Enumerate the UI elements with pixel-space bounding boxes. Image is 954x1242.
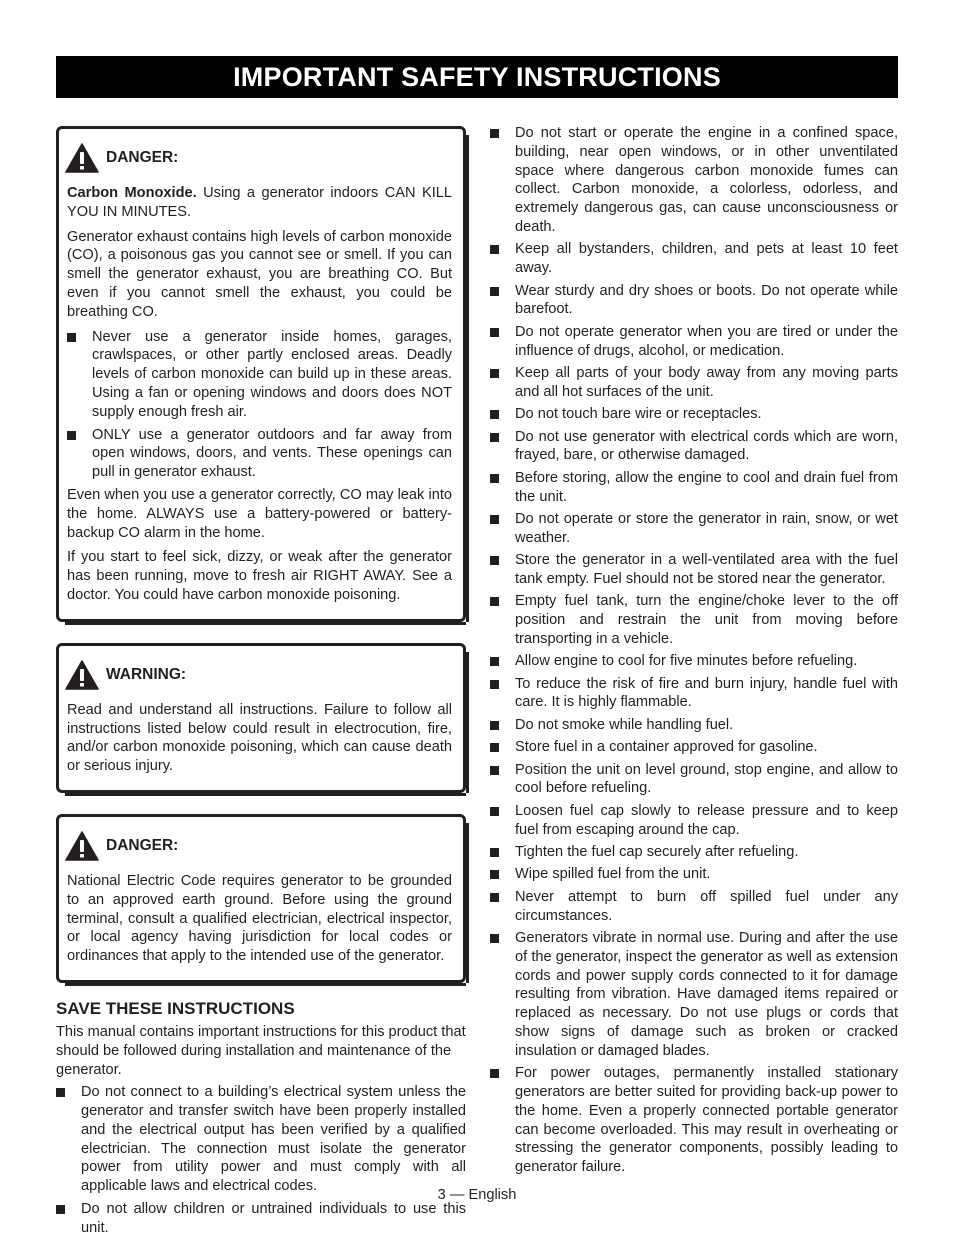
bullet-square-icon: [67, 431, 76, 440]
list-item: [490, 405, 898, 424]
feel-sick-paragraph: If you start to feel sick, dizzy, or weak after the generator has been running, move to fresh air RIGHT AWAY. See a doctor. You could have carbon monoxide poisoning.: [67, 549, 452, 603]
list-item-text: Before storing, allow the engine to cool and drain fuel from the unit.: [515, 469, 898, 505]
list-item-text: Do not start or operate the engine in a confined space, building, near open windows, or in other unventilated space where dangerous carbon monoxide fumes can collect. Carbon monoxide, a colorless, odorless, and extremely dangerous gas, can cause unconsciousness or death.: [515, 125, 898, 235]
bullet-square-icon: [67, 333, 76, 342]
list-item-text: Keep all bystanders, children, and pets at least 10 feet away.: [515, 241, 898, 277]
bullet-square-icon: [56, 1088, 65, 1097]
list-item: [490, 323, 898, 361]
bullet-square-icon: [490, 245, 499, 254]
danger-heading: DANGER:: [106, 836, 179, 854]
list-item: [490, 888, 898, 926]
carbon-monoxide-lead: [67, 184, 452, 222]
left-column: [56, 126, 466, 1242]
bullet-square-icon: [490, 597, 499, 606]
bullet-square-icon: [490, 807, 499, 816]
list-item: [490, 282, 898, 320]
list-item-text: Wear sturdy and dry shoes or boots. Do not operate while barefoot.: [515, 282, 898, 318]
list-item-text: Do not use generator with electrical cords which are worn, frayed, bare, or otherwise damaged.: [515, 428, 898, 464]
list-item-text: Position the unit on level ground, stop engine, and allow to cool before refueling.: [515, 761, 898, 797]
list-item: [490, 551, 898, 589]
list-item-text: Allow engine to cool for five minutes before refueling.: [515, 653, 858, 670]
danger-heading: DANGER:: [106, 149, 179, 166]
warning-triangle-icon: [65, 831, 99, 861]
list-item-text: Generators vibrate in normal use. During and after the use of the generator, inspect the generator as well as extension cords and power supply cords connected to it for damage resulting from vibration. Have damaged items repaired or replaced as necessary. Do not use plugs or cords that show signs of damage such as broken or cracked insulation or damaged blades.: [515, 929, 898, 1059]
list-item: [490, 929, 898, 1061]
warning-paragraph: Read and understand all instructions. Failure to follow all instructions listed below could result in electrocution, fire, and/or carbon monoxide poisoning, which can cause death or serious injury.: [67, 701, 452, 775]
list-item-text: Do not operate generator when you are tired or under the influence of drugs, alcohol, or medication.: [515, 323, 898, 359]
right-column: [490, 124, 898, 1181]
list-item: [67, 328, 452, 422]
list-item-text: Do not smoke while handling fuel.: [515, 716, 734, 733]
bullet-square-icon: [490, 657, 499, 666]
list-item: [67, 426, 452, 482]
list-item-text: Store the generator in a well-ventilated area with the fuel tank empty. Fuel should not be stored near the generator.: [515, 552, 898, 587]
list-item-text: ONLY use a generator outdoors and far away from open windows, doors, and vents. These openings can pull in generator exhaust.: [92, 426, 452, 481]
grounding-paragraph: National Electric Code requires generator to be grounded to an approved earth ground. Before using the ground terminal, consult a qualified electrician, electrical inspector, or local agency having jurisdiction for local codes or ordinances that apply to the intended use of the generator.: [67, 872, 452, 965]
bullet-square-icon: [490, 893, 499, 902]
list-item: [490, 675, 898, 713]
warning-triangle-icon: [65, 143, 99, 173]
list-item: [56, 1200, 466, 1238]
bullet-square-icon: [490, 1069, 499, 1078]
danger-box-carbon-monoxide: [56, 126, 466, 622]
list-item: [490, 364, 898, 402]
bullet-square-icon: [490, 369, 499, 378]
bullet-square-icon: [490, 129, 499, 138]
bullet-square-icon: [490, 870, 499, 879]
list-item-text: Store fuel in a container approved for gasoline.: [515, 739, 818, 756]
save-intro-paragraph: This manual contains important instructions for this product that should be followed during installation and maintenance of the generator.: [56, 1023, 466, 1078]
list-item-text: Empty fuel tank, turn the engine/choke lever to the off position and restrain the unit from moving before transporting in a vehicle.: [515, 593, 898, 647]
list-item-text: For power outages, permanently installed stationary generators are better suited for providing back-up power to the home. Even a properly connected portable generator can become overloaded. This may result in overheating or stressing the generator components, possibly leading to generator failure.: [515, 1065, 898, 1176]
list-item-text: Loosen fuel cap slowly to release pressure and to keep fuel from escaping around the cap.: [515, 802, 898, 838]
list-item: [490, 240, 898, 278]
bullet-square-icon: [490, 680, 499, 689]
bullet-square-icon: [490, 433, 499, 442]
save-bullet-list: [56, 1083, 466, 1237]
list-item-text: Keep all parts of your body away from any moving parts and all hot surfaces of the unit.: [515, 364, 898, 400]
bullet-square-icon: [490, 328, 499, 337]
list-item: [490, 761, 898, 799]
lead-text: Using a generator indoors CAN KILL YOU IN MINUTES.: [67, 185, 452, 220]
warning-triangle-icon: [65, 660, 99, 690]
warning-heading: WARNING:: [106, 665, 187, 683]
bullet-square-icon: [56, 1205, 65, 1214]
bullet-square-icon: [490, 515, 499, 524]
list-item-text: Tighten the fuel cap securely after refueling.: [515, 843, 799, 860]
list-item-text: To reduce the risk of fire and burn injury, handle fuel with care. It is highly flammable.: [515, 675, 898, 711]
bullet-square-icon: [490, 934, 499, 943]
bullet-square-icon: [490, 287, 499, 296]
lead-bold: Carbon Monoxide.: [67, 185, 197, 201]
page-footer: 3 — English: [437, 1187, 517, 1203]
list-item-text: Do not touch bare wire or receptacles.: [515, 406, 762, 423]
safety-bullet-list: [490, 124, 898, 1177]
list-item: [490, 843, 898, 862]
list-item: [56, 1083, 466, 1196]
bullet-square-icon: [490, 474, 499, 483]
danger-bullet-list: [67, 328, 452, 482]
save-instructions-heading: SAVE THESE INSTRUCTIONS: [56, 998, 295, 1018]
list-item: [490, 428, 898, 466]
title-bar: [56, 56, 898, 98]
list-item-text: Never use a generator inside homes, garages, crawlspaces, or other partly enclosed areas. Deadly levels of carbon monoxide can build up in these areas. Using a fan or opening windows and doors does NOT supply enough fresh air.: [92, 328, 452, 420]
co-alarm-paragraph: Even when you use a generator correctly, CO may leak into the home. ALWAYS use a battery-powered or battery-backup CO alarm in the home.: [67, 486, 452, 541]
danger-header: [67, 831, 452, 861]
list-item: [490, 124, 898, 237]
bullet-square-icon: [490, 721, 499, 730]
list-item-text: Do not operate or store the generator in rain, snow, or wet weather.: [515, 510, 898, 546]
bullet-square-icon: [490, 766, 499, 775]
list-item-text: Do not allow children or untrained individuals to use this unit.: [81, 1201, 466, 1236]
page-title: IMPORTANT SAFETY INSTRUCTIONS: [233, 61, 721, 92]
exhaust-paragraph: Generator exhaust contains high levels of carbon monoxide (CO), a poisonous gas you cannot see or smell. If you can smell the generator exhaust, you are breathing CO. But even if you cannot smell the exhaust, you could be breathing CO.: [67, 228, 452, 320]
bullet-square-icon: [490, 848, 499, 857]
list-item: [490, 738, 898, 757]
list-item: [490, 802, 898, 840]
danger-box-grounding: [56, 814, 466, 983]
bullet-square-icon: [490, 410, 499, 419]
bullet-square-icon: [490, 743, 499, 752]
bullet-square-icon: [490, 556, 499, 565]
list-item: [490, 592, 898, 648]
list-item: [490, 716, 898, 735]
list-item-text: Do not connect to a building’s electrical system unless the generator and transfer switch have been properly installed and the electrical output has been verified by a qualified electrician. The connection must isolate the generator power from utility power and must comply with all applicable laws and electrical codes.: [81, 1084, 466, 1195]
warning-box: [56, 643, 466, 793]
list-item: [490, 1064, 898, 1177]
warning-header: [67, 660, 452, 690]
list-item: [490, 865, 898, 884]
list-item: [490, 510, 898, 548]
list-item: [490, 469, 898, 507]
list-item-text: Wipe spilled fuel from the unit.: [515, 866, 711, 883]
danger-header: [67, 143, 452, 173]
list-item-text: Never attempt to burn off spilled fuel under any circumstances.: [515, 888, 898, 924]
list-item: [490, 652, 898, 671]
